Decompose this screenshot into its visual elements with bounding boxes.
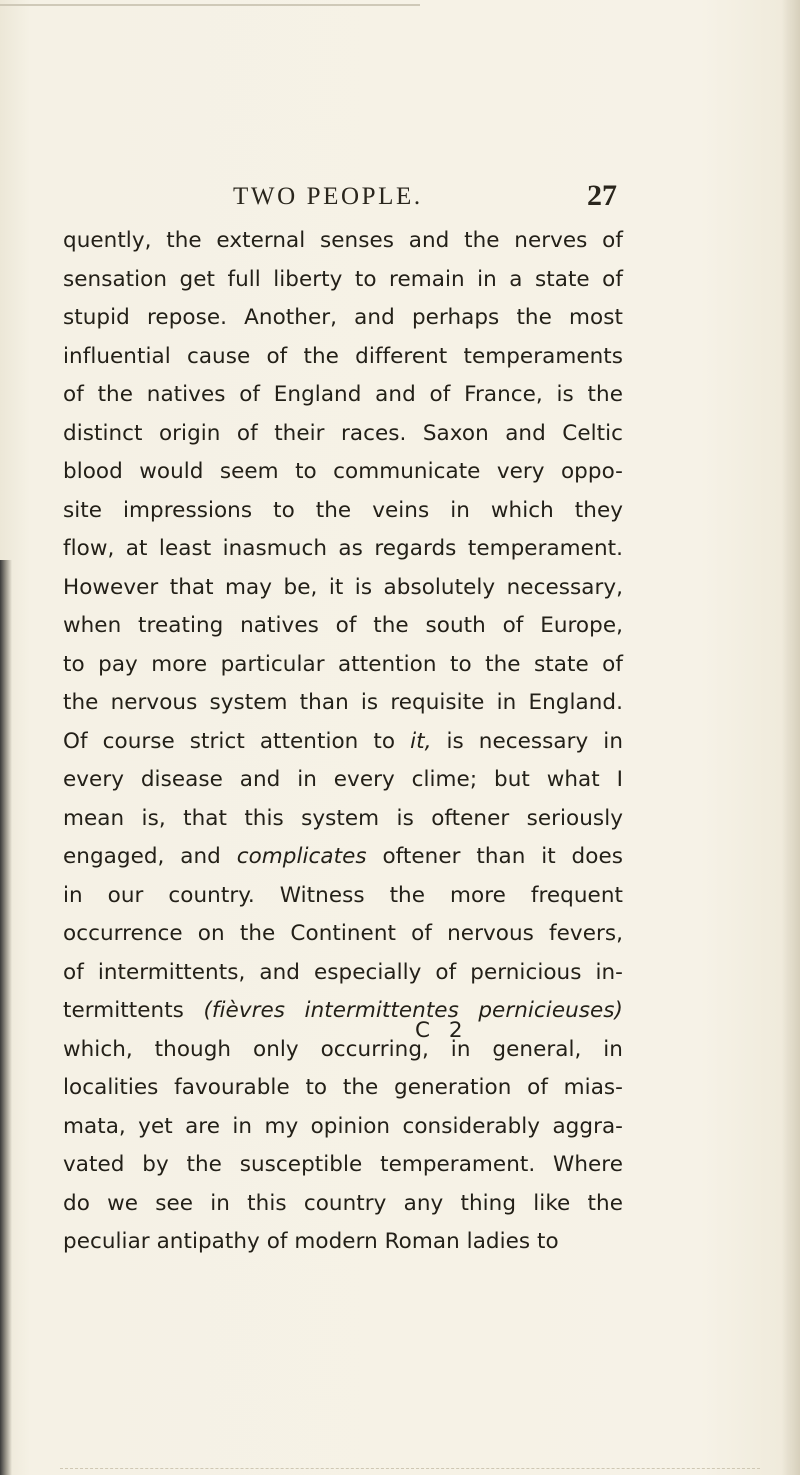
text-line: quently, the external senses and the nerves of xyxy=(63,228,623,253)
signature-mark: C 2 xyxy=(415,1018,469,1043)
running-title: TWO PEOPLE. xyxy=(233,183,423,210)
italic-run: it, xyxy=(410,728,432,754)
page-number: 27 xyxy=(587,179,617,212)
text-line: localities favourable to the generation of mias- xyxy=(63,1075,623,1100)
text-run: engaged, and xyxy=(63,844,237,869)
text-line: site impressions to the veins in which they xyxy=(63,497,623,523)
text-line: which, though only occurring, in general, in xyxy=(63,1036,623,1062)
text-line: peculiar antipathy of modern Roman ladies to xyxy=(63,1229,559,1254)
text-line: of the natives of England and of France, is the xyxy=(63,382,623,407)
text-line: However that may be, it is absolutely necessary, xyxy=(63,574,623,600)
text-line: occurrence on the Continent of nervous fevers, xyxy=(63,921,623,946)
text-line: of intermittents, and especially of pernicious in- xyxy=(63,959,623,985)
text-line: the nervous system than is requisite in England. xyxy=(63,690,623,715)
text-line: every disease and in every clime; but what I xyxy=(63,767,623,792)
text-line xyxy=(63,992,623,1031)
italic-run: complicates xyxy=(236,844,367,869)
text-line: flow, at least inasmuch as regards temperament. xyxy=(63,536,623,561)
text-line xyxy=(63,838,623,877)
text-run: Of course strict attention to xyxy=(63,728,411,754)
page-bottom-edge xyxy=(60,1468,760,1470)
text-line: distinct origin of their races. Saxon and Celtic xyxy=(63,420,623,446)
binding-shadow xyxy=(0,560,12,1475)
text-line: to pay more particular attention to the state of xyxy=(63,651,623,677)
body-text xyxy=(63,222,623,1262)
text-line xyxy=(63,723,623,762)
text-run: is necessary in xyxy=(431,728,623,754)
text-line: vated by the susceptible temperament. Where xyxy=(63,1152,623,1177)
text-line: mean is, that this system is oftener seriously xyxy=(63,805,623,831)
text-line: sensation get full liberty to remain in a state of xyxy=(63,266,623,292)
text-line: when treating natives of the south of Europe, xyxy=(63,613,623,638)
text-line: influential cause of the different temperaments xyxy=(63,343,623,369)
text-line: stupid repose. Another, and perhaps the most xyxy=(63,305,623,330)
page-header xyxy=(0,179,800,223)
text-run: termittents xyxy=(63,998,204,1023)
text-line: blood would seem to communicate very oppo- xyxy=(63,459,623,484)
page-top-edge xyxy=(0,4,420,6)
text-line: mata, yet are in my opinion considerably aggra- xyxy=(63,1113,623,1139)
text-run: oftener than it does xyxy=(366,844,623,869)
text-line: do we see in this country any thing like the xyxy=(63,1190,623,1216)
italic-run: (fièvres intermittentes pernicieuses) xyxy=(203,998,623,1023)
text-line: in our country. Witness the more frequent xyxy=(63,882,623,908)
